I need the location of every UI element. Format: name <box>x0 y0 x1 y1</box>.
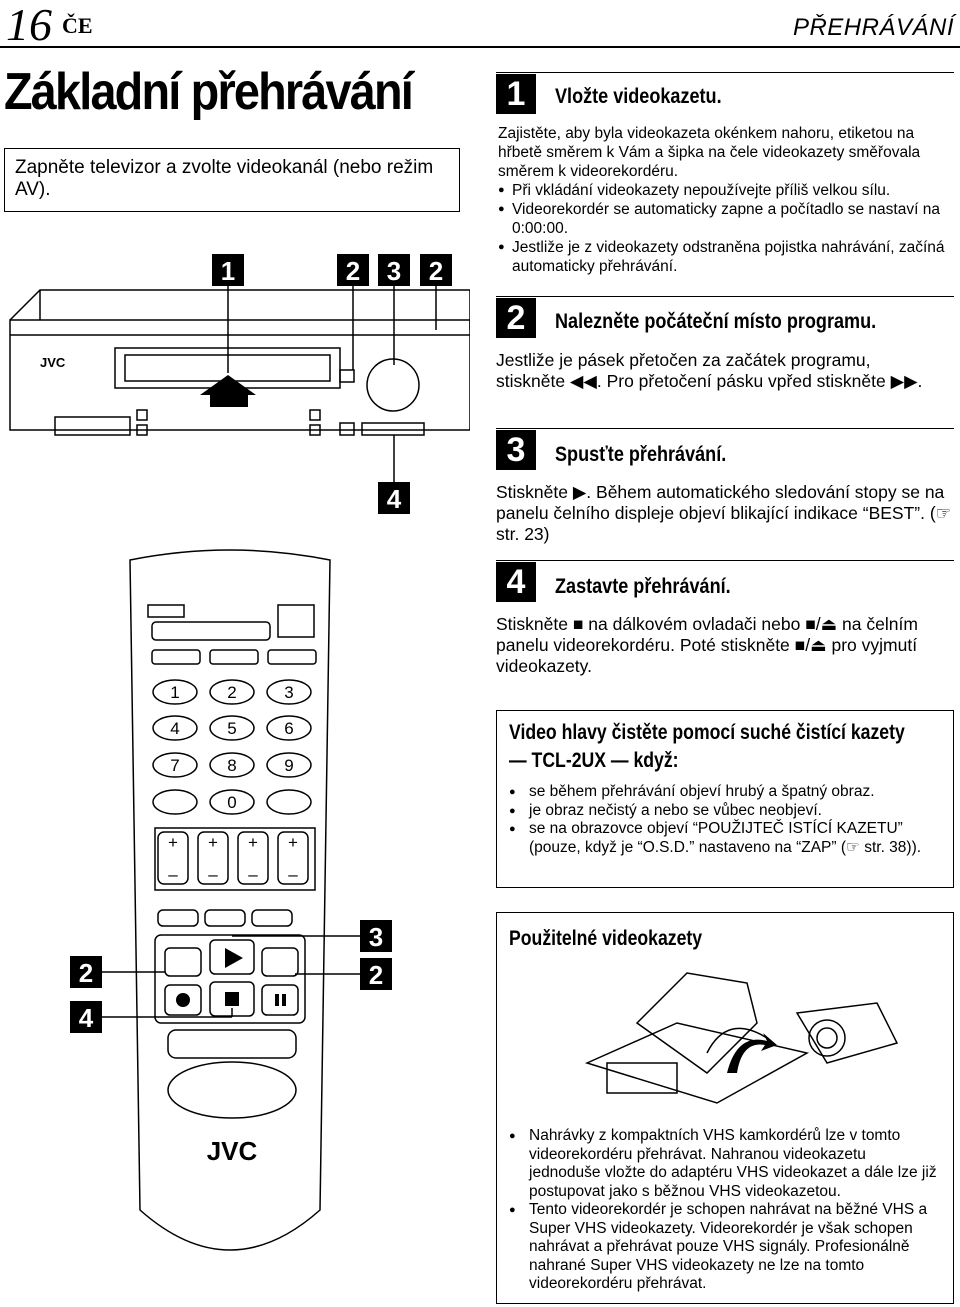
step3-badge: 3 <box>496 430 536 470</box>
step2-rule <box>496 296 954 297</box>
step4-title: Zastavte přehrávání. <box>555 575 731 598</box>
svg-text:+: + <box>208 833 218 852</box>
svg-text:7: 7 <box>170 756 180 775</box>
intro-text: Zapněte televizor a zvolte videokanál (nebo režim AV). <box>15 157 434 200</box>
step1-badge: 1 <box>496 74 536 114</box>
vcr-remote-illustration <box>0 230 470 1307</box>
insert-arrow-icon <box>200 375 256 395</box>
cleaning-title-2: — TCL-2UX — když: <box>509 749 679 772</box>
step1-rule <box>496 72 954 73</box>
step3-rule <box>496 428 954 429</box>
svg-text:2: 2 <box>78 958 94 988</box>
step1-bullet: ● Při vkládání videokazety nepoužívejte příliš velkou sílu. <box>498 181 950 200</box>
svg-text:+: + <box>248 833 258 852</box>
step3-text: Stiskněte ▶. Během automatického sledování stopy se na panelu čelního displeje objeví blikající indikace “BEST”. (☞ str. 23) <box>496 482 952 544</box>
step1-title: Vložte videokazetu. <box>555 85 722 108</box>
stop-icon <box>225 992 239 1006</box>
cassettes-title: Použitelné videokazety <box>509 927 703 950</box>
vcr-callout-2b <box>420 254 452 286</box>
svg-text:4: 4 <box>386 484 402 514</box>
step4-text: Stiskněte ■ na dálkovém ovladači nebo ■/⏏ na čelním panelu videorekordéru. Poté stiskněte ■/⏏ pro vyjmutí videokazety. <box>496 614 918 676</box>
page-number: 16 <box>6 0 52 50</box>
svg-text:–: – <box>208 865 218 884</box>
vcr-callout-1 <box>212 254 244 286</box>
list-item: ● Nahrávky z kompaktních VHS kamkordérů lze v tomto videorekordéru přehrávat. Nahranou videokazetu jednoduše vložte do adaptéru VHS videokazet a dále lze již postupovat jako s běžnou VHS videokazetou. <box>507 1127 937 1201</box>
svg-text:3: 3 <box>386 256 402 286</box>
step2-badge: 2 <box>496 298 536 338</box>
svg-text:3: 3 <box>368 922 384 952</box>
remote-callout-2-right <box>360 958 392 990</box>
list-item: ● se na obrazovce objeví “POUŽIJTEČ ISTÍCÍ KAZETU” (pouze, když je “O.S.D.” nastaveno na “ZAP” (☞ str. 38)). <box>507 820 927 857</box>
vcr-callout-3 <box>378 254 410 286</box>
vcr-drawing <box>10 290 470 435</box>
step4-badge: 4 <box>496 562 536 602</box>
svg-text:+: + <box>168 833 178 852</box>
list-item: ● se během přehrávání objeví hrubý a špatný obraz. <box>507 783 927 802</box>
cassette-adapter-camcorder-illustration <box>577 963 907 1113</box>
svg-text:–: – <box>248 865 258 884</box>
svg-text:0: 0 <box>227 793 237 812</box>
callout-text: 1 <box>220 256 236 286</box>
insert-arrow-icon <box>727 1033 777 1073</box>
record-icon <box>176 993 190 1007</box>
svg-text:+: + <box>288 833 298 852</box>
remote-brand: JVC <box>206 1136 258 1166</box>
svg-text:2: 2 <box>428 256 444 286</box>
svg-text:1: 1 <box>170 683 180 702</box>
cleaning-box <box>496 710 954 888</box>
remote-callout-4-left <box>70 1001 102 1033</box>
vcr-callout-4 <box>378 482 410 514</box>
section-title: PŘEHRÁVÁNÍ <box>792 14 954 41</box>
step2-title: Nalezněte počáteční místo programu. <box>555 310 877 333</box>
cleaning-list <box>507 783 927 857</box>
svg-text:4: 4 <box>170 719 180 738</box>
list-item: ● Tento videorekordér je schopen nahrávat na běžné VHS a Super VHS videokazety. Videorekordér je však schopen nahrávat a přehrávat pouze VHS signály. Profesionálně nahrané Super VHS videokazety ne lze na tomto videorekordéru přehrávat. <box>507 1201 937 1294</box>
header-rule <box>0 46 960 48</box>
language-code: ČE <box>62 13 93 38</box>
svg-text:–: – <box>288 865 298 884</box>
step3-title: Spusťte přehrávání. <box>555 443 727 466</box>
cassettes-box <box>496 912 954 1304</box>
intro-box <box>4 148 460 212</box>
pause-icon <box>275 994 286 1006</box>
svg-text:–: – <box>168 865 178 884</box>
svg-text:4: 4 <box>78 1003 94 1033</box>
svg-text:3: 3 <box>284 683 294 702</box>
vcr-callout-2a <box>337 254 369 286</box>
svg-text:6: 6 <box>284 719 294 738</box>
step4-rule <box>496 560 954 561</box>
svg-text:2: 2 <box>368 960 384 990</box>
step1-bullet: ● Videorekordér se automaticky zapne a počítadlo se nastaví na 0:00:00. <box>498 200 950 238</box>
list-item: ● je obraz nečistý a nebo se vůbec neobjeví. <box>507 802 927 821</box>
svg-text:5: 5 <box>227 719 237 738</box>
svg-text:8: 8 <box>227 756 237 775</box>
page-title: Základní přehrávání <box>4 63 412 121</box>
cassettes-list <box>507 1127 937 1294</box>
vcr-brand: JVC <box>40 355 66 370</box>
step2-text: Jestliže je pásek přetočen za začátek programu, stiskněte ◀◀. Pro přetočení pásku vpřed stiskněte ▶▶. <box>496 350 923 391</box>
svg-text:2: 2 <box>227 683 237 702</box>
remote-callout-3-right <box>360 920 392 952</box>
remote-callout-2-left <box>70 956 102 988</box>
play-icon <box>225 948 243 968</box>
step1-body <box>498 124 950 276</box>
svg-text:9: 9 <box>284 756 294 775</box>
step1-bullet: ● Jestliže je z videokazety odstraněna pojistka nahrávání, začíná automaticky přehrávání. <box>498 238 950 276</box>
svg-text:2: 2 <box>345 256 361 286</box>
step1-text: Zajistěte, aby byla videokazeta okénkem nahoru, etiketou na hřbetě směrem k Vám a šipka na čele videokazety směřovala směrem k videorekordéru. <box>498 125 921 180</box>
cleaning-title-1: Video hlavy čistěte pomocí suché čistící kazety <box>509 721 905 744</box>
